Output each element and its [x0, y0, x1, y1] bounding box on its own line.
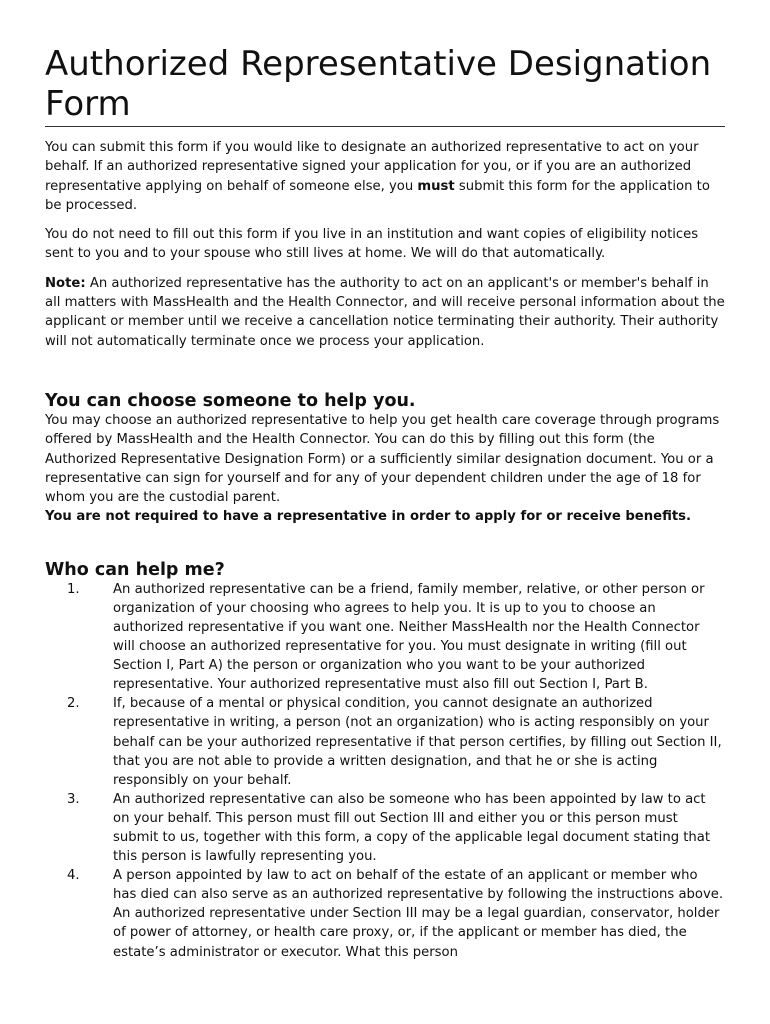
note-label: Note:: [45, 275, 86, 291]
intro-emphasis-must: must: [417, 178, 455, 194]
list-item-text: An authorized representative can be a friend, family member, relative, or other person or organization of your choosing who agrees to help you. It is up to you to choose an authorized representative if you want one. Neither MassHealth nor the Health Connector will choose an authorized representative for you. You must designate in writing (fill out Section I, Part A) the person or organization who you want to be your authorized representative. Your authorized representative must also fill out Section I, Part B.: [113, 581, 705, 693]
list-item: [45, 580, 725, 695]
list-item-number: 3.: [67, 791, 80, 807]
list-item-text: An authorized representative can also be someone who has been appointed by law to act on your behalf. This person must fill out Section III and either you or this person must submit to us, together with this form, a copy of the applicable legal document stating that this person is lawfully representing you.: [113, 791, 711, 865]
document-page: [45, 44, 725, 962]
list-item: [45, 866, 725, 961]
list-item-number: 1.: [67, 581, 80, 597]
note-paragraph: [45, 274, 725, 351]
intro-text-before: You can submit this form if you would like to designate an authorized representative to act on your behalf. If an authorized representative signed your application for you, or if you are an authorized representative applying on behalf of someone else, you: [45, 140, 699, 194]
intro-paragraph-1: [45, 138, 725, 215]
who-can-help-list: [45, 580, 725, 962]
note-text: An authorized representative has the authority to act on an applicant's or member's behalf in all matters with MassHealth and the Health Connector, and will receive personal information about the applicant or member until we receive a cancellation notice terminating their authority. Their authority will not automatically terminate once we process your application.: [45, 275, 725, 349]
section-choose-bold-statement: You are not required to have a representative in order to apply for or receive benefits.: [45, 509, 692, 525]
list-item: [45, 694, 725, 789]
page-title: Authorized Representative Designation Form: [45, 44, 725, 127]
section-heading-who: Who can help me?: [45, 559, 225, 580]
section-heading-choose: You can choose someone to help you.: [45, 390, 416, 411]
intro-paragraph-2: You do not need to fill out this form if you live in an institution and want copies of eligibility notices sent to you and to your spouse who still lives at home. We will do that automatically.: [45, 227, 699, 262]
list-item: [45, 790, 725, 866]
list-item-text: A person appointed by law to act on behalf of the estate of an applicant or member who has died can also serve as an authorized representative by following the instructions above. An authorized representative under Section III may be a legal guardian, conservator, holder of power of attorney, or health care proxy, or, if the applicant or member has died, the estate’s administrator or executor. What this person: [113, 868, 724, 960]
list-item-text: If, because of a mental or physical condition, you cannot designate an authorized representative in writing, a person (not an organization) who is acting responsibly on your behalf can be your authorized representative if that person certifies, by filling out Section II, that you are not able to provide a written designation, and that he or she is acting responsibly on your behalf.: [113, 696, 722, 788]
list-item-number: 2.: [67, 696, 80, 712]
intro-text-after: submit this form for the application to be processed.: [45, 178, 710, 213]
list-item-number: 4.: [67, 868, 80, 884]
section-choose-body: You may choose an authorized representative to help you get health care coverage through programs offered by MassHealth and the Health Connector. You can do this by filling out this form (the Authorized Representative Designation Form) or a sufficiently similar designation document. You or a representative can sign for yourself and for any of your dependent children under the age of 18 for whom you are the custodial parent.: [45, 412, 720, 506]
